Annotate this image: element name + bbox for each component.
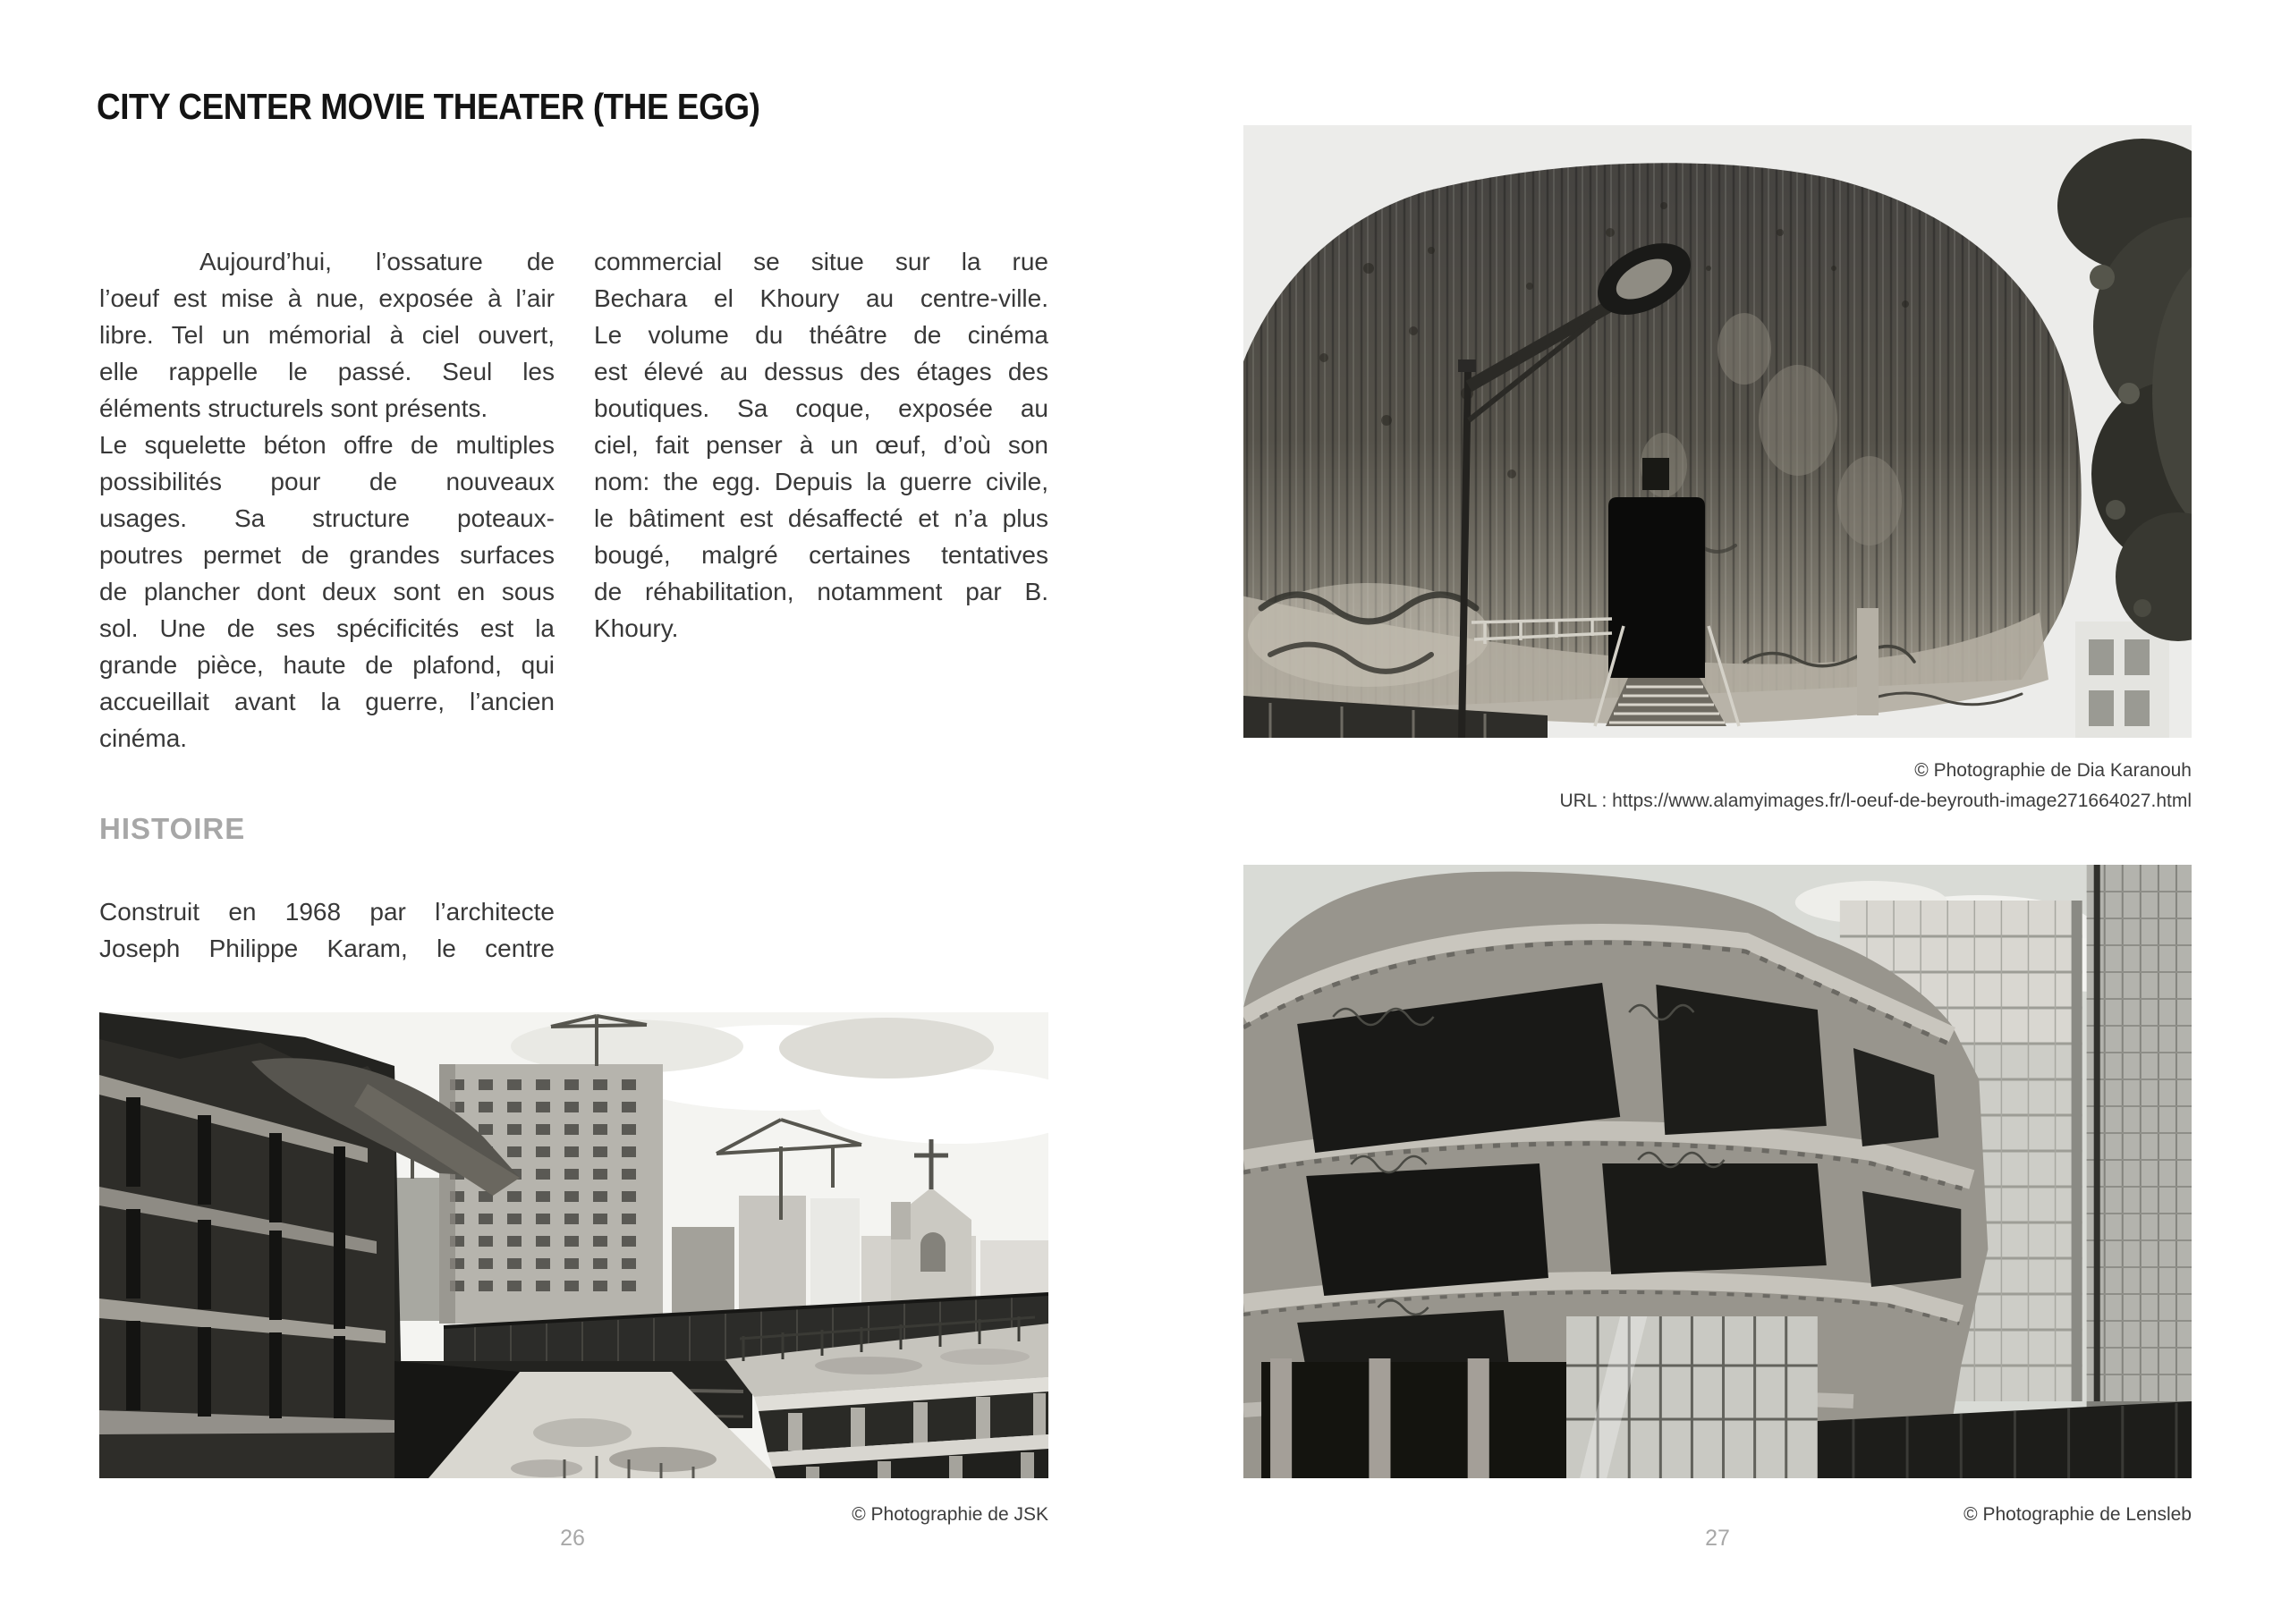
histoire-paragraph [99,893,555,967]
text-line: Joseph Philippe Karam, le centre [99,935,555,962]
photo-url-caption: URL : https://www.alamyimages.fr/l-oeuf-de-beyrouth-image271664027.html [1559,791,2192,811]
photo-egg-dome-illustration [1243,125,2192,738]
text-line: Le squelette béton offre de multiples [99,431,555,459]
text-line: Construit en 1968 par l’architecte [99,898,555,926]
photo-ruin-facade [1243,865,2192,1478]
page-number-right: 27 [1705,1526,1730,1551]
page-title-text: CITY CENTER MOVIE THEATER (THE EGG) [97,86,760,127]
photo-credit-jsk: © Photographie de JSK [852,1504,1048,1525]
text-line: le bâtiment est désaffecté et n’a plus [594,504,1048,532]
text-line: nom: the egg. Depuis la guerre civile, [594,468,1048,495]
text-line: de plancher dont deux sont en sous [99,578,555,605]
page-number-left: 26 [560,1526,585,1551]
photo-excavation-illustration [99,1012,1048,1478]
text-line: de réhabilitation, notamment par B. [594,578,1048,605]
text-line: sol. Une de ses spécificités est la [99,614,555,642]
text-line: usages. Sa structure poteaux- [99,504,555,532]
text-line: est élevé au dessus des étages des [594,358,1048,385]
text-line: Le volume du théâtre de cinéma [594,321,1048,349]
text-column-2 [594,243,1048,647]
text-line: éléments structurels sont présents. [99,394,488,422]
text-line: accueillait avant la guerre, l’ancien [99,688,555,715]
text-line: cinéma. [99,724,188,752]
text-line: Bechara el Khoury au centre-ville. [594,284,1048,312]
text-line: libre. Tel un mémorial à ciel ouvert, [99,321,555,349]
text-line: possibilités pour de nouveaux [99,468,555,495]
photo-ruin-facade-illustration [1243,865,2192,1478]
text-line: commercial se situe sur la rue [594,248,1048,275]
photo-credit-dia-karanouh: © Photographie de Dia Karanouh [1914,760,2192,781]
text-line: bougé, malgré certaines tentatives [594,541,1048,569]
photo-credit-lensleb: © Photographie de Lensleb [1963,1504,2192,1525]
text-line: poutres permet de grandes surfaces [99,541,555,569]
text-line: Khoury. [594,614,679,642]
text-line: grande pièce, haute de plafond, qui [99,651,555,679]
text-column-1 [99,243,555,757]
page-title [97,86,902,129]
text-line: Aujourd’hui, l’ossature de [199,248,555,275]
text-line: l’oeuf est mise à nue, exposée à l’air [99,284,555,312]
photo-excavation-site [99,1012,1048,1478]
section-heading-histoire: HISTOIRE [99,812,246,845]
text-line: boutiques. Sa coque, exposée au [594,394,1048,422]
text-line: ciel, fait penser à un œuf, d’où son [594,431,1048,459]
photo-egg-dome [1243,125,2192,738]
text-line: elle rappelle le passé. Seul les [99,358,555,385]
